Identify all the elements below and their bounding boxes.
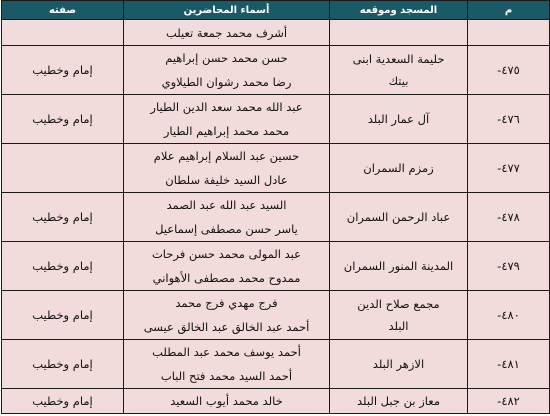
lecturer-name: فرج مهدي فرج محمد: [175, 296, 278, 310]
mosque-cell: [330, 144, 468, 193]
lecturer-name: حسين عبد السلام إبراهيم علام: [153, 149, 300, 163]
mosque-name-line: البلد: [388, 319, 409, 333]
row-number: [468, 20, 550, 46]
lecturer-name: أحمد السيد محمد فتح الباب: [160, 369, 293, 383]
mosque-name-line: حليمة السعدية ابنى: [352, 52, 445, 66]
lecturers-cell: [124, 46, 330, 95]
mosque-name-line: عباد الرحمن السمران: [346, 210, 451, 224]
table-row: [2, 95, 550, 144]
mosque-cell: [330, 242, 468, 291]
lecturer-name: رضا محمد رشوان الطيلاوي: [161, 75, 292, 89]
role-cell: [2, 20, 124, 46]
role-cell: إمام وخطيب: [2, 95, 124, 144]
mosque-name-line: آل عمار البلد: [367, 112, 430, 126]
lecturer-name: عادل السيد خليفة سلطان: [165, 173, 288, 187]
mosque-cell: [330, 340, 468, 389]
mosque-cell: [330, 389, 468, 414]
role-cell: إمام وخطيب: [2, 46, 124, 95]
lecturer-name: خالد محمد أيوب السعيد: [170, 394, 283, 408]
row-number: -٤٨٠: [468, 291, 550, 340]
lecturer-name: أحمد يوسف محمد عبد المطلب: [152, 345, 301, 359]
lecturer-name: ممدوح محمد مصطفى الأهواني: [152, 271, 301, 285]
table-row: [2, 242, 550, 291]
row-number: -٤٧٦: [468, 95, 550, 144]
table-row: [2, 46, 550, 95]
lecturer-name: محمد محمد إبراهيم الطيار: [163, 124, 290, 138]
mosque-name-line: زمزم السمران: [363, 161, 434, 175]
role-cell: إمام وخطيب: [2, 291, 124, 340]
lecturer-name: السيد عبد الله عبد الصمد: [166, 198, 287, 212]
lecturer-name: أشرف محمد جمعة تعيلب: [165, 25, 288, 40]
role-cell: إمام وخطيب: [2, 193, 124, 242]
lecturers-cell: [124, 144, 330, 193]
mosque-cell: [330, 95, 468, 144]
header-role: صفته: [2, 1, 124, 20]
mosque-name-line: الازهر البلد: [372, 357, 425, 371]
role-cell: إمام وخطيب: [2, 340, 124, 389]
lecturer-name: عبد المولى محمد حسن فرحات: [151, 247, 302, 261]
lecturer-name: ياسر حسن مصطفى إسماعيل: [155, 222, 298, 236]
mosque-cell: [330, 46, 468, 95]
row-number: -٤٨١: [468, 340, 550, 389]
mosque-cell: [330, 20, 468, 46]
header-names: أسماء المحاضرين: [124, 1, 330, 20]
table-row: [2, 340, 550, 389]
mosque-name-line: معاز بن جبل البلد: [357, 394, 440, 408]
lecturers-cell: [124, 291, 330, 340]
lecturers-table: [1, 0, 550, 414]
row-number: -٤٧٨: [468, 193, 550, 242]
header-mosque: المسجد وموقعه: [330, 1, 468, 20]
lecturers-cell: [124, 242, 330, 291]
role-cell: إمام وخطيب: [2, 242, 124, 291]
role-cell: إمام وخطيب: [2, 389, 124, 414]
lecturers-cell: [124, 193, 330, 242]
table-header-row: [2, 1, 550, 20]
lecturers-cell: [124, 20, 330, 46]
mosque-cell: [330, 193, 468, 242]
table-row: [2, 291, 550, 340]
lecturers-cell: [124, 95, 330, 144]
lecturer-name: عبد الله محمد سعد الدين الطيار: [150, 100, 303, 114]
role-cell: [2, 144, 124, 193]
lecturers-cell: [124, 340, 330, 389]
row-number: -٤٨٢: [468, 389, 550, 414]
table-row: [2, 193, 550, 242]
lecturers-cell: [124, 389, 330, 414]
mosque-name-line: بيتك: [388, 74, 409, 88]
lecturer-name: أحمد عبد الخالق عبد الخالق عيسى: [143, 320, 310, 334]
mosque-name-line: المدينة المنور السمران: [343, 259, 454, 273]
mosque-cell: [330, 291, 468, 340]
row-number: -٤٧٩: [468, 242, 550, 291]
table-row: [2, 144, 550, 193]
table-body: [2, 20, 550, 414]
mosque-name-line: مجمع صلاح الدين: [357, 297, 440, 311]
header-num: م: [468, 1, 550, 20]
table-row: [2, 389, 550, 414]
lecturer-name: حسن محمد حسن إبراهيم: [165, 51, 288, 65]
table-row: [2, 20, 550, 46]
row-number: -٤٧٥: [468, 46, 550, 95]
row-number: -٤٧٧: [468, 144, 550, 193]
